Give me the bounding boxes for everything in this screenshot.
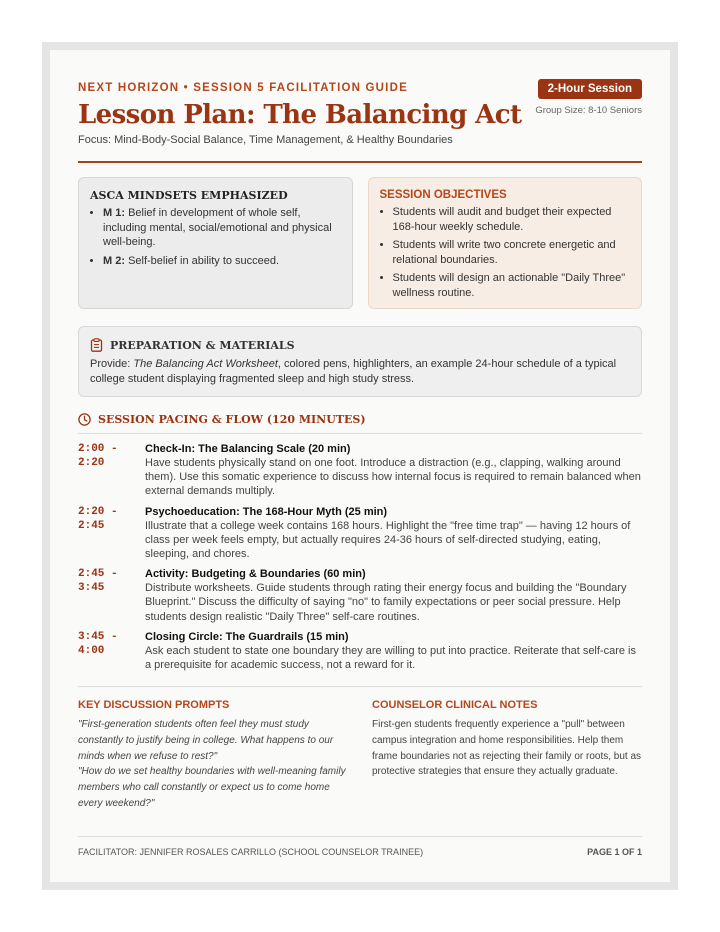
pacing-title: Closing Circle: The Guardrails (15 min)	[145, 630, 349, 643]
pacing-heading: SESSION PACING & FLOW (120 MINUTES)	[98, 413, 366, 426]
notes-columns	[78, 699, 642, 811]
pacing-description: Ask each student to state one boundary they are willing to put into practice. Reiterate that self-care is a prerequisite for academic success, not a reward for it.	[145, 644, 636, 672]
pacing-row	[78, 505, 642, 562]
objectives-card	[368, 177, 643, 309]
prompts-column	[78, 699, 348, 811]
series-eyebrow: NEXT HORIZON • SESSION 5 FACILITATION GUIDE	[78, 82, 408, 94]
pacing-row	[78, 567, 642, 624]
page-footer	[78, 836, 642, 857]
preparation-box	[78, 326, 642, 397]
objectives-heading: SESSION OBJECTIVES	[379, 189, 507, 201]
pacing-time: 2:00 - 2:20	[78, 443, 118, 469]
pacing-body	[145, 442, 642, 499]
facilitator-credit: FACILITATOR: JENNIFER ROSALES CARRILLO (SCHOOL COUNSELOR TRAINEE)	[78, 847, 424, 857]
clipboard-icon	[90, 338, 103, 352]
pacing-time: 3:45 - 4:00	[78, 630, 118, 657]
preparation-header	[90, 338, 630, 352]
mindsets-card	[78, 177, 353, 309]
clinical-notes-column	[372, 699, 642, 811]
prompts-heading: KEY DISCUSSION PROMPTS	[78, 699, 230, 712]
focus-line: Focus: Mind-Body-Social Balance, Time Management, & Healthy Boundaries	[78, 134, 453, 146]
pacing-title: Check-In: The Balancing Scale (20 min)	[145, 443, 351, 455]
pacing-body	[145, 567, 642, 624]
pacing-list	[78, 442, 642, 672]
summary-columns	[78, 177, 642, 309]
discussion-prompt: "First-generation students often feel they must study constantly to justify being in college. What happens to our minds when we refuse to rest?"	[78, 719, 334, 762]
page-number: PAGE 1 OF 1	[587, 847, 642, 857]
mindsets-list	[90, 206, 341, 268]
section-divider	[78, 686, 642, 687]
mindset-label: M 2:	[103, 254, 125, 267]
mindset-label: M 1:	[103, 207, 125, 219]
lesson-plan-page	[50, 50, 670, 882]
objective-item: • Students will audit and budget their expected 168-hour weekly schedule.	[393, 205, 631, 234]
preparation-rest: , colored pens, highlighters, an example 24-hour schedule of a typical college student displaying fragmented sleep and high study stress.	[90, 358, 617, 385]
mindset-item	[103, 206, 341, 250]
pacing-row	[78, 442, 642, 499]
header-divider	[78, 161, 642, 163]
mindset-text: Self-belief in ability to succeed.	[128, 254, 280, 267]
preparation-lead: Provide:	[90, 358, 131, 370]
session-length-badge: 2-Hour Session	[538, 79, 642, 99]
pacing-time: 2:45 - 3:45	[78, 568, 118, 595]
pacing-description: Have students physically stand on one foot. Introduce a distraction (e.g., clapping, walking around them). Use this somatic experience to discuss how internal focus is required to remain balanced when external demands multiply.	[145, 457, 641, 498]
mindset-text: Belief in development of whole self, including mental, social/emotional and physical well-being.	[103, 207, 332, 248]
objectives-list	[380, 205, 631, 300]
pacing-title: Activity: Budgeting & Boundaries (60 min)	[145, 568, 366, 581]
mindset-item	[103, 254, 341, 269]
pacing-time: 2:20 - 2:45	[78, 505, 118, 532]
group-size-label: Group Size: 8-10 Seniors	[535, 105, 642, 116]
pacing-body	[145, 505, 642, 562]
preparation-text	[90, 357, 630, 386]
clinical-notes-heading: COUNSELOR CLINICAL NOTES	[372, 699, 538, 712]
clinical-notes-text: First-gen students frequently experience a "pull" between campus integration and home responsibilities. Help them frame boundaries not as rejecting their family or roots, but as protective strategies that ensure they actually graduate.	[372, 719, 642, 778]
worksheet-title: The Balancing Act Worksheet	[133, 358, 278, 370]
mindsets-heading: ASCA MINDSETS EMPHASIZED	[90, 189, 288, 202]
pacing-row	[78, 630, 642, 672]
pacing-description: Illustrate that a college week contains 168 hours. Highlight the "free time trap" — having 12 hours of class per week feels empty, but actually requires 24-36 hours of self-directed studying, eating, sleeping, and chores.	[145, 519, 631, 561]
discussion-prompt: "How do we set healthy boundaries with well-meaning family members who call constantly or expect us to come home every weekend?"	[78, 766, 346, 809]
clock-icon	[78, 413, 91, 426]
pacing-description: Distribute worksheets. Guide students through rating their energy focus and building the "Boundary Blueprint." Discuss the difficulty of saying "no" to family expectations or peer social pressure. Help students design realistic "Daily Three" self-care routines.	[145, 582, 627, 623]
page-title: Lesson Plan: The Balancing Act	[78, 100, 522, 130]
pacing-body	[145, 630, 642, 672]
preparation-heading: PREPARATION & MATERIALS	[110, 338, 295, 352]
objective-item: • Students will write two concrete energetic and relational boundaries.	[393, 238, 631, 267]
objective-item: • Students will design an actionable "Daily Three" wellness routine.	[393, 271, 631, 300]
pacing-title: Psychoeducation: The 168-Hour Myth (25 min)	[145, 505, 388, 518]
pacing-header	[78, 413, 642, 434]
